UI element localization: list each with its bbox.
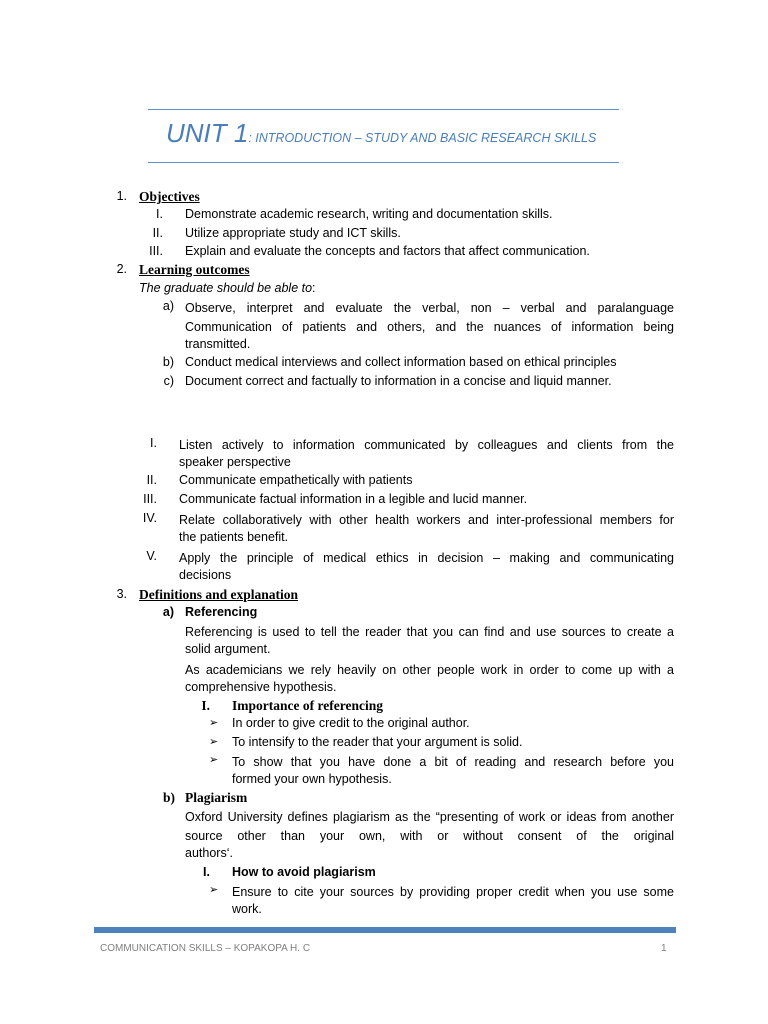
plagiarism-letter: b) — [162, 790, 175, 805]
avoid-num: I. — [203, 865, 210, 879]
objective-num: III. — [149, 244, 163, 258]
unit-title — [166, 118, 596, 149]
footer-left: COMMUNICATION SKILLS – KOPAKOPA H. C — [100, 943, 311, 954]
outcome-letter: a) — [162, 299, 174, 313]
learning-number: 2. — [116, 262, 127, 276]
importance-item: In order to give credit to the original author. — [232, 716, 470, 730]
skill-text: Relate collaboratively with other health workers and inter-professional members for — [179, 513, 674, 527]
referencing-paragraph-1-last: solid argument. — [185, 642, 271, 656]
definitions-heading: Definitions and explanation — [139, 587, 299, 602]
avoid-heading: How to avoid plagiarism — [232, 865, 376, 879]
outcome-letter: b) — [162, 355, 174, 369]
skill-text: Listen actively to information communicated by colleagues and clients from the — [179, 438, 674, 452]
referencing-paragraph-2-last: comprehensive hypothesis. — [185, 680, 337, 694]
skill-num: V. — [146, 549, 157, 563]
skill-text-last: decisions — [179, 568, 232, 582]
skill-text-last: speaker perspective — [179, 455, 291, 469]
importance-item: To intensify to the reader that your argument is solid. — [232, 735, 523, 749]
plagiarism-paragraph-last: authors‘. — [185, 846, 233, 860]
unit-number: UNIT 1 — [166, 118, 249, 148]
plagiarism-heading: Plagiarism — [185, 790, 248, 805]
importance-item-last: formed your own hypothesis. — [232, 772, 392, 786]
outcome-text: Observe, interpret and evaluate the verbal, non – verbal and paralanguage Communication of patients and others, and the nuances of information being — [185, 301, 674, 334]
arrow-bullet-icon: ➢ — [209, 754, 219, 766]
plagiarism-paragraph: Oxford University defines plagiarism as the “presenting of work or ideas from another source other than your own, with or without consent of the original — [185, 810, 674, 843]
skill-text: Communicate empathetically with patients — [179, 473, 413, 487]
skill-num: I. — [150, 436, 157, 450]
title-rule-top — [148, 109, 619, 110]
importance-heading: Importance of referencing — [232, 698, 383, 713]
referencing-letter: a) — [162, 605, 174, 619]
skill-text: Communicate factual information in a legible and lucid manner. — [179, 492, 528, 506]
definitions-number: 3. — [116, 587, 127, 601]
learning-heading: Learning outcomes — [139, 262, 250, 277]
footer-bar — [94, 927, 676, 933]
unit-subtitle: : INTRODUCTION – STUDY AND BASIC RESEARCH SKILLS — [248, 131, 597, 145]
title-rule-bottom — [148, 162, 619, 163]
outcome-letter: c) — [163, 374, 174, 388]
skill-num: II. — [146, 473, 157, 487]
skill-text: Apply the principle of medical ethics in decision – making and communicating — [179, 551, 674, 565]
objectives-number: 1. — [116, 189, 127, 203]
avoid-item-last: work. — [232, 902, 262, 916]
arrow-bullet-icon: ➢ — [209, 736, 219, 748]
page-number: 1 — [661, 943, 667, 954]
objective-num: II. — [152, 226, 163, 240]
objective-text: Utilize appropriate study and ICT skills. — [185, 226, 401, 240]
arrow-bullet-icon: ➢ — [209, 884, 219, 896]
referencing-heading: Referencing — [185, 605, 258, 619]
importance-item: To show that you have done a bit of reading and research before you — [232, 755, 674, 769]
arrow-bullet-icon: ➢ — [209, 717, 219, 729]
outcome-text-last: transmitted. — [185, 337, 251, 351]
outcome-text: Document correct and factually to information in a concise and liquid manner. — [185, 374, 612, 388]
skill-num: IV. — [142, 511, 157, 525]
learning-lead-in: The graduate should be able to: — [139, 281, 316, 295]
outcome-text: Conduct medical interviews and collect information based on ethical principles — [185, 355, 617, 369]
skill-num: III. — [143, 492, 157, 506]
avoid-item: Ensure to cite your sources by providing proper credit when you use some — [232, 885, 674, 899]
objectives-heading: Objectives — [139, 189, 200, 204]
objective-num: I. — [156, 207, 163, 221]
objective-text: Explain and evaluate the concepts and factors that affect communication. — [185, 244, 590, 258]
referencing-paragraph-2: As academicians we rely heavily on other people work in order to come up with a — [185, 663, 674, 677]
skill-text-last: the patients benefit. — [179, 530, 289, 544]
referencing-paragraph-1: Referencing is used to tell the reader that you can find and use sources to create a — [185, 625, 674, 639]
importance-num: I. — [201, 698, 210, 713]
objective-text: Demonstrate academic research, writing and documentation skills. — [185, 207, 553, 221]
